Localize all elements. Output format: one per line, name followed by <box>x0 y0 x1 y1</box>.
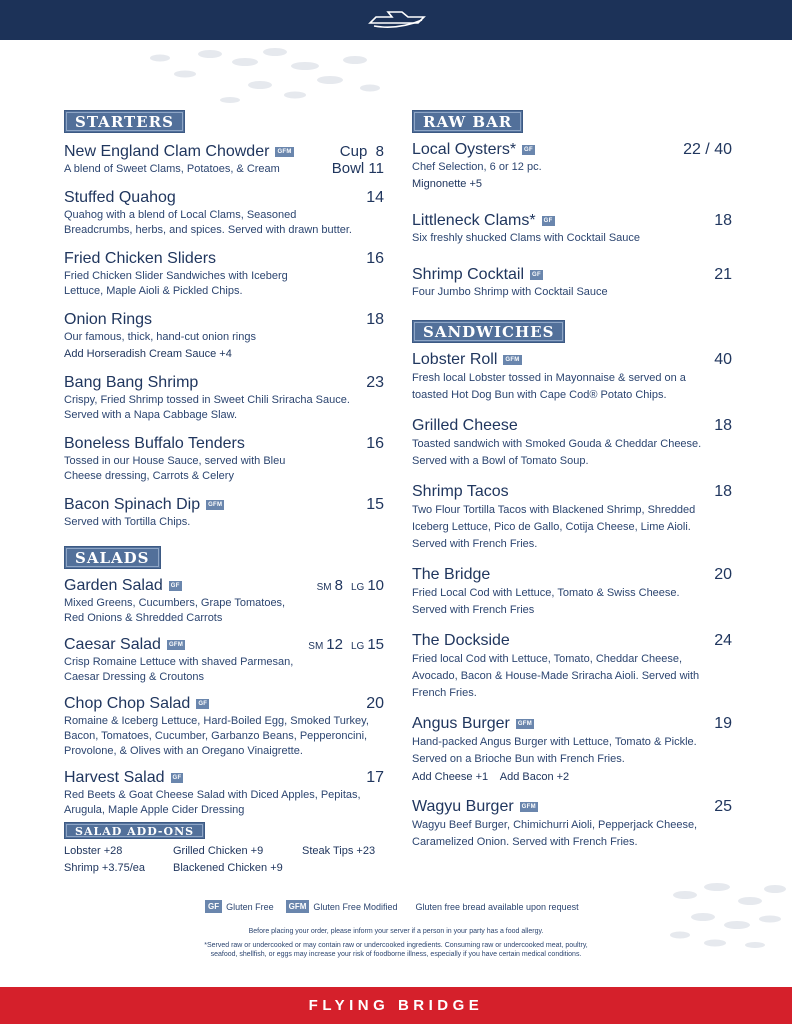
item-price: 21 <box>714 266 732 283</box>
item-price: Bowl 11 <box>331 160 384 177</box>
item-price: 20 <box>714 566 732 583</box>
salad-addons-heading: SALAD ADD-ONS <box>64 822 205 839</box>
starters-heading: STARTERS <box>64 110 185 133</box>
item-price: 24 <box>714 632 732 649</box>
item-description: Mixed Greens, Cucumbers, Grape Tomatoes, Red Onions & Shredded Carrots <box>64 597 286 624</box>
item-description: Romaine & Iceberg Lettuce, Hard-Boiled Egg, Smoked Turkey, Bacon, Tomatoes, Cucumber, Garbanzo Beans, Pepperoncini, Provolone, & Olives with an Oregano Vinaigrette. <box>64 715 369 757</box>
item-description: Toasted sandwich with Smoked Gouda & Cheddar Cheese. Served with a Bowl of Tomato Soup. <box>412 438 702 467</box>
gf-badge: GF <box>532 272 541 278</box>
menu-item <box>64 311 384 362</box>
raw-bar-heading: RAW BAR <box>412 110 523 133</box>
menu-item <box>64 636 384 685</box>
menu-item <box>64 496 384 530</box>
menu-item <box>64 143 384 177</box>
item-name: Garden Salad GF <box>64 577 180 594</box>
item-description: Quahog with a blend of Local Clams, Seasoned Breadcrumbs, herbs, and spices. Served with drawn butter. <box>64 209 352 236</box>
addon-item: Grilled Chicken +9 <box>173 845 264 857</box>
gf-badge: GF <box>198 701 208 707</box>
item-price: 20 <box>366 695 384 712</box>
item-description: Two Flour Tortilla Tacos with Blackened Shrimp, Shredded Iceberg Lettuce, Pico de Gallo, Cotija Cheese, Lime Aioli. Served with French Fries. <box>412 504 696 550</box>
allergy-notice: Before placing your order, please inform your server if a person in your party has a food allergy. <box>248 928 544 935</box>
raw-notice: *Served raw or undercooked or may contain raw or undercooked ingredients. Consuming raw or undercooked meat, poultry, <box>204 942 588 949</box>
legend-label: Gluten Free <box>226 901 274 912</box>
menu-item <box>412 483 732 553</box>
menu-item <box>64 695 384 759</box>
item-description: A blend of Sweet Clams, Potatoes, & Cream <box>64 163 280 175</box>
item-name: Grilled Cheese <box>412 417 518 434</box>
menu-item <box>412 417 732 470</box>
salads-heading: SALADS <box>64 546 161 569</box>
item-name: Bacon Spinach Dip GFM <box>64 496 223 513</box>
sandwiches-heading: SANDWICHES <box>412 320 565 343</box>
item-price: 17 <box>366 769 384 786</box>
item-name: Wagyu Burger GFM <box>412 798 536 815</box>
item-name: Littleneck Clams* GF <box>412 212 553 229</box>
item-name: Lobster Roll GFM <box>412 351 520 368</box>
item-description: Crispy, Fried Shrimp tossed in Sweet Chili Sriracha Sauce. Served with a Napa Cabbage Slaw. <box>64 394 350 421</box>
item-price: 18 <box>714 417 732 434</box>
gf-badge: GF <box>205 900 222 913</box>
item-price: 16 <box>366 250 384 267</box>
menu-item <box>412 632 732 702</box>
menu-item <box>412 798 732 851</box>
menu-item <box>64 189 384 238</box>
item-price: SM 8 LG 10 <box>316 577 384 594</box>
item-description: Served with Tortilla Chips. <box>64 516 191 528</box>
addon-item: Lobster +28 <box>64 845 123 857</box>
item-addon: Mignonette +5 <box>412 178 483 190</box>
item-price: 40 <box>714 351 732 368</box>
menu-item <box>64 374 384 423</box>
bottom-bar <box>0 987 792 1024</box>
menu-item <box>412 715 732 785</box>
item-name: Caesar Salad GFM <box>64 636 184 653</box>
item-description: Fried local Cod with Lettuce, Tomato, Cheddar Cheese, Avocado, Bacon & House-Made Sriracha Aioli. Served with French Fries. <box>412 653 700 699</box>
right-column <box>412 110 732 851</box>
menu-item <box>412 351 732 404</box>
fish-school-icon <box>60 40 390 110</box>
gf-badge: GF <box>543 218 553 224</box>
item-price: 14 <box>366 189 384 206</box>
item-name: Onion Rings <box>64 311 153 328</box>
item-description: Hand-packed Angus Burger with Lettuce, Tomato & Pickle. Served on a Brioche Bun with French Fries. <box>412 736 697 765</box>
item-price: 18 <box>714 212 732 229</box>
top-bar <box>0 0 792 40</box>
item-name: Fried Chicken Sliders <box>64 250 217 267</box>
item-name: Boneless Buffalo Tenders <box>64 435 245 452</box>
item-name: Stuffed Quahog <box>64 189 176 206</box>
item-description: Our famous, thick, hand-cut onion rings <box>64 331 256 343</box>
menu-item <box>412 266 732 300</box>
item-description: Chef Selection, 6 or 12 pc. <box>412 161 542 173</box>
item-description: Fried Local Cod with Lettuce, Tomato & Swiss Cheese. Served with French Fries <box>412 587 680 616</box>
brand-name: FLYING BRIDGE <box>308 997 484 1014</box>
gfm-badge: GFM <box>517 721 533 727</box>
gfm-badge: GFM <box>208 502 223 508</box>
gf-badge: GF <box>170 583 180 589</box>
menu-item <box>64 435 384 484</box>
item-price: 19 <box>714 715 732 732</box>
item-price: SM 12 LG 15 <box>308 636 384 653</box>
menu-item <box>412 566 732 619</box>
item-name: Harvest Salad GF <box>64 769 182 786</box>
menu-item <box>64 769 384 818</box>
legend-label: Gluten Free Modified <box>313 901 398 912</box>
gf-badge: GF <box>524 147 533 153</box>
gfm-badge: GFM <box>277 149 292 155</box>
item-name: Bang Bang Shrimp <box>64 374 199 391</box>
item-name: Angus Burger GFM <box>412 715 533 732</box>
addon-item: Shrimp +3.75/ea <box>64 862 146 874</box>
item-name: The Dockside <box>412 632 510 649</box>
item-name: The Bridge <box>412 566 491 583</box>
gf-badge: GF <box>172 775 182 781</box>
item-description: Tossed in our House Sauce, served with Bleu Cheese dressing, Carrots & Celery <box>64 455 286 482</box>
item-price: 18 <box>366 311 384 328</box>
item-description: Four Jumbo Shrimp with Cocktail Sauce <box>412 286 608 298</box>
menu-item <box>64 577 384 626</box>
item-price: 22 / 40 <box>683 141 732 158</box>
item-name: New England Clam Chowder GFM <box>64 143 292 160</box>
item-price: 23 <box>366 374 384 391</box>
item-name: Local Oysters* GF <box>412 141 533 158</box>
left-column <box>64 110 384 818</box>
item-price: 15 <box>366 496 384 513</box>
item-price: 25 <box>714 798 732 815</box>
item-addon: Add Horseradish Cream Sauce +4 <box>64 348 232 360</box>
item-name: Shrimp Tacos <box>412 483 509 500</box>
gfm-badge: GFM <box>168 642 184 648</box>
item-description: Crisp Romaine Lettuce with shaved Parmesan, Caesar Dressing & Croutons <box>64 656 294 683</box>
addon-item: Steak Tips +23 <box>302 845 376 857</box>
item-description: Fresh local Lobster tossed in Mayonnaise & served on a toasted Hot Dog Bun with Cape Cod® Potato Chips. <box>412 372 686 401</box>
addon-item: Blackened Chicken +9 <box>173 862 283 874</box>
raw-notice: seafood, shellfish, or eggs may increase your risk of foodborne illness, especially if you have certain medical conditions. <box>210 951 582 958</box>
gfm-badge: GFM <box>286 900 310 913</box>
item-price: 18 <box>714 483 732 500</box>
item-addon: Add Cheese +1 Add Bacon +2 <box>412 771 570 783</box>
item-name: Shrimp Cocktail GF <box>412 266 541 283</box>
item-description: Red Beets & Goat Cheese Salad with Diced Apples, Pepitas, Arugula, Maple Apple Cider Dressing <box>64 789 361 816</box>
menu-item <box>64 250 384 299</box>
item-description: Wagyu Beef Burger, Chimichurri Aioli, Pepperjack Cheese, Caramelized Onion. Served with French Fries. <box>412 819 698 848</box>
item-name: Chop Chop Salad GF <box>64 695 208 712</box>
gfm-badge: GFM <box>521 804 536 810</box>
item-price: 16 <box>366 435 384 452</box>
item-price: Cup 8 <box>339 143 384 160</box>
item-description: Six freshly shucked Clams with Cocktail Sauce <box>412 232 641 244</box>
item-description: Fried Chicken Slider Sandwiches with Iceberg Lettuce, Maple Aioli & Pickled Chips. <box>64 270 288 297</box>
gfm-badge: GFM <box>505 357 520 363</box>
menu-item <box>412 212 732 246</box>
dietary-legend <box>205 900 579 913</box>
boat-icon <box>368 8 426 30</box>
menu-item <box>412 141 732 192</box>
legend-note: Gluten free bread available upon request <box>415 901 579 912</box>
